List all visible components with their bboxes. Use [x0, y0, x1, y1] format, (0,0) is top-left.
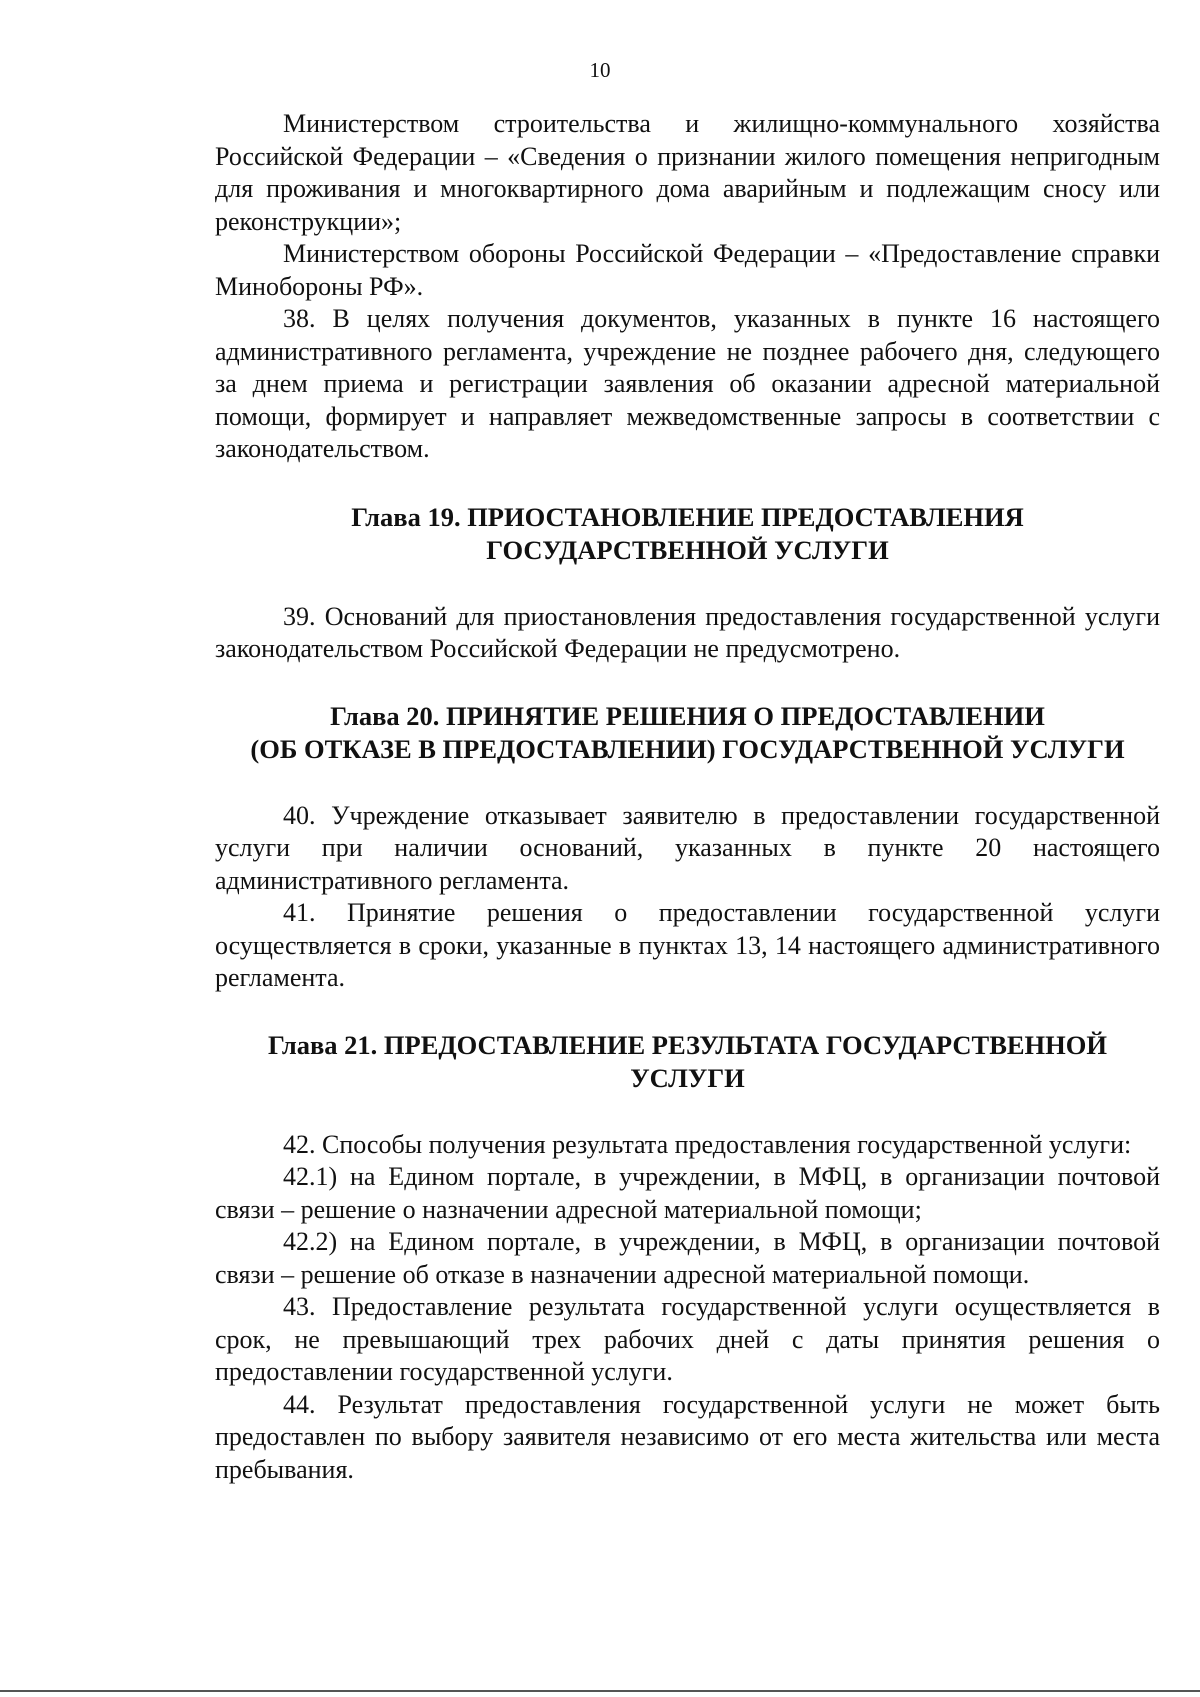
page-number: 10 — [589, 58, 611, 82]
paragraph-44: 44. Результат предоставления государственной услуги не может быть предоставлен по выбору заявителя независимо от его места жительства или места пребывания. — [215, 1389, 1160, 1484]
paragraph-39: 39. Оснований для приостановления предоставления государственной услуги законодательством Российской Федерации не предусмотрено. — [215, 601, 1160, 663]
chapter-21-heading-line1: Глава 21. ПРЕДОСТАВЛЕНИЕ РЕЗУЛЬТАТА ГОСУДАРСТВЕННОЙ — [267, 1029, 1108, 1060]
paragraph-minstroy: Министерством строительства и жилищно-коммунального хозяйства Российской Федерации – «Сведения о признании жилого помещения непригодным для проживания и многоквартирного дома аварийным и подлежащим сносу или реконструкции»; — [215, 109, 1160, 236]
paragraph-43: 43. Предоставление результата государственной услуги осуществляется в срок, не превышающий трех рабочих дней с даты принятия решения о предоставлении государственной услуги. — [215, 1292, 1160, 1386]
paragraph-38: 38. В целях получения документов, указанных в пункте 16 настоящего административного регламента, учреждение не позднее рабочего дня, следующего за днем приема и регистрации заявления об оказании адресной материальной помощи, формирует и направляет межведомственные запросы в соответствии с законодательством. — [215, 304, 1160, 463]
chapter-19-heading-line2: ГОСУДАРСТВЕННОЙ УСЛУГИ — [486, 534, 889, 565]
document-body — [215, 108, 1160, 1486]
scan-bottom-edge-line — [0, 1690, 1200, 1692]
chapter-20-heading-line2: (ОБ ОТКАЗЕ В ПРЕДОСТАВЛЕНИИ) ГОСУДАРСТВЕННОЙ УСЛУГИ — [250, 733, 1125, 764]
chapter-21-heading — [215, 1029, 1160, 1095]
chapter-20-heading — [215, 700, 1160, 766]
chapter-19-heading — [215, 501, 1160, 567]
chapter-19-heading-line1: Глава 19. ПРИОСТАНОВЛЕНИЕ ПРЕДОСТАВЛЕНИЯ — [351, 501, 1024, 532]
paragraph-42-1: 42.1) на Едином портале, в учреждении, в МФЦ, в организации почтовой связи – решение о назначении адресной материальной помощи; — [215, 1162, 1160, 1224]
chapter-20-heading-line1: Глава 20. ПРИНЯТИЕ РЕШЕНИЯ О ПРЕДОСТАВЛЕНИИ — [330, 700, 1045, 731]
paragraph-42-2: 42.2) на Едином портале, в учреждении, в МФЦ, в организации почтовой связи – решение об отказе в назначении адресной материальной помощи. — [215, 1227, 1160, 1289]
paragraph-minoborony: Министерством обороны Российской Федерации – «Предоставление справки Минобороны РФ». — [215, 239, 1160, 301]
chapter-21-heading-line2: УСЛУГИ — [630, 1062, 745, 1093]
paragraph-41: 41. Принятие решения о предоставлении государственной услуги осуществляется в сроки, указанные в пунктах 13, 14 настоящего административного регламента. — [215, 898, 1160, 992]
paragraph-40: 40. Учреждение отказывает заявителю в предоставлении государственной услуги при наличии оснований, указанных в пункте 20 настоящего административного регламента. — [215, 800, 1160, 895]
paragraph-42: 42. Способы получения результата предоставления государственной услуги: — [283, 1129, 1132, 1159]
